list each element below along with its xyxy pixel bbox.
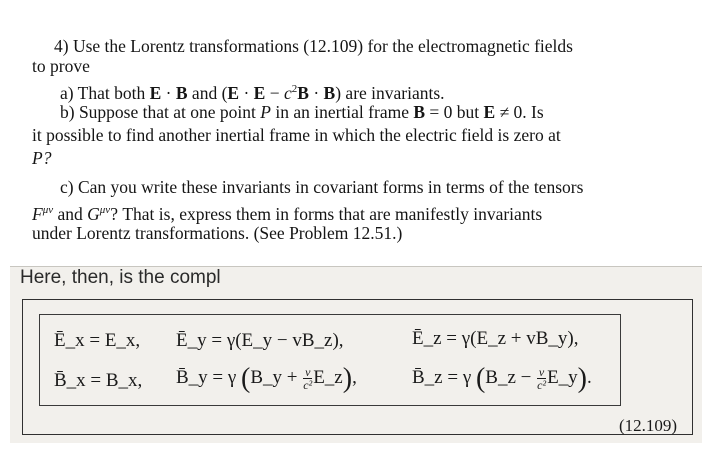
fraction-numerator: v bbox=[538, 365, 545, 380]
problem-line-1: 4) Use the Lorentz transformations (12.109) for the electromagnetic fields bbox=[54, 36, 573, 56]
part-c-line-1: c) Can you write these invariants in covariant forms in terms of the tensors bbox=[60, 177, 584, 197]
symbol-E: E bbox=[149, 83, 162, 103]
fraction-denominator: c² bbox=[303, 378, 313, 393]
textbook-excerpt bbox=[10, 266, 702, 443]
part-b-line-2: it possible to find another inertial frame in which the electric field is zero at bbox=[32, 125, 561, 145]
part-a bbox=[60, 79, 445, 103]
Bz-term: B_z − bbox=[485, 367, 532, 388]
superscript-mu-nu: μν bbox=[42, 204, 54, 216]
exponent: 2 bbox=[291, 83, 298, 95]
superscript-mu-nu: μν bbox=[99, 204, 111, 216]
equation-Bx: B̄_x = B_x, bbox=[54, 370, 143, 391]
equation-Ey: Ē_y = γ(E_y − vB_z), bbox=[176, 330, 344, 351]
equation-Ez: Ē_z = γ(E_z + vB_y), bbox=[412, 328, 579, 349]
fraction-v-c2 bbox=[537, 366, 546, 391]
fraction-numerator: v bbox=[305, 365, 311, 380]
part-b-line-1 bbox=[60, 102, 544, 122]
part-b-eq0: = 0 but bbox=[425, 102, 484, 122]
dot-operator: · bbox=[308, 83, 324, 103]
left-paren: ( bbox=[475, 363, 486, 394]
cropped-text bbox=[20, 261, 440, 293]
symbol-P: P bbox=[260, 102, 271, 122]
dot-operator: · bbox=[161, 83, 176, 103]
equation-Bz: B̄_z = γ (B_z − $\frac{v}{\text{c²}}$ E_y). bbox=[412, 363, 592, 394]
part-a-tail: ) are invariants. bbox=[335, 83, 445, 103]
part-a-and: and ( bbox=[187, 83, 228, 103]
By-Ez: E_z bbox=[313, 367, 343, 388]
By-lhs: B̄_y = γ bbox=[176, 367, 237, 388]
symbol-G: G bbox=[87, 204, 100, 224]
part-b-neq0: ≠ 0. Is bbox=[495, 102, 544, 122]
Bz-Ey: E_y bbox=[547, 367, 578, 388]
bottom-margin bbox=[0, 443, 710, 466]
equation-inner-box bbox=[39, 314, 621, 406]
symbol-B: B bbox=[323, 83, 336, 103]
cropped-text-content: Here, then, is the compl bbox=[20, 267, 221, 288]
symbol-E: E bbox=[227, 83, 240, 103]
part-c-line-3: under Lorentz transformations. (See Problem 12.51.) bbox=[32, 223, 403, 243]
equation-number: (12.109) bbox=[619, 416, 678, 435]
part-c-and: and bbox=[53, 204, 88, 224]
part-b-line-3: P? bbox=[32, 148, 52, 168]
symbol-c: c bbox=[283, 83, 292, 103]
right-paren: ) bbox=[577, 363, 587, 394]
left-paren: ( bbox=[241, 363, 251, 394]
part-b-pre: b) Suppose that at one point bbox=[60, 102, 261, 122]
problem-line-2: to prove bbox=[32, 56, 90, 76]
part-c-line-2 bbox=[32, 200, 542, 224]
equation-By: B̄_y = γ (B_y + $\frac{v}{\text{c²}}$ E_z), bbox=[176, 363, 357, 394]
minus-operator: − bbox=[265, 83, 284, 103]
part-a-lead: a) That both bbox=[60, 83, 150, 103]
symbol-B: B bbox=[297, 83, 309, 103]
symbol-B: B bbox=[175, 83, 188, 103]
symbol-E: E bbox=[483, 102, 496, 122]
equation-Ex: Ē_x = E_x, bbox=[54, 330, 141, 351]
right-paren: ) bbox=[342, 363, 353, 394]
symbol-E: E bbox=[253, 83, 266, 103]
symbol-B: B bbox=[413, 102, 426, 122]
fraction-v-c2 bbox=[303, 366, 312, 391]
By-term: B_y + bbox=[250, 367, 298, 388]
symbol-F: F bbox=[32, 204, 43, 224]
Bz-lhs: B̄_z = γ bbox=[412, 367, 472, 388]
part-b-mid: in an inertial frame bbox=[270, 102, 414, 122]
fraction-denominator: c² bbox=[537, 378, 547, 393]
dot-operator: · bbox=[239, 83, 254, 103]
part-c-tail: ? That is, express them in forms that are manifestly invariants bbox=[110, 204, 543, 224]
equation-box bbox=[22, 299, 693, 435]
